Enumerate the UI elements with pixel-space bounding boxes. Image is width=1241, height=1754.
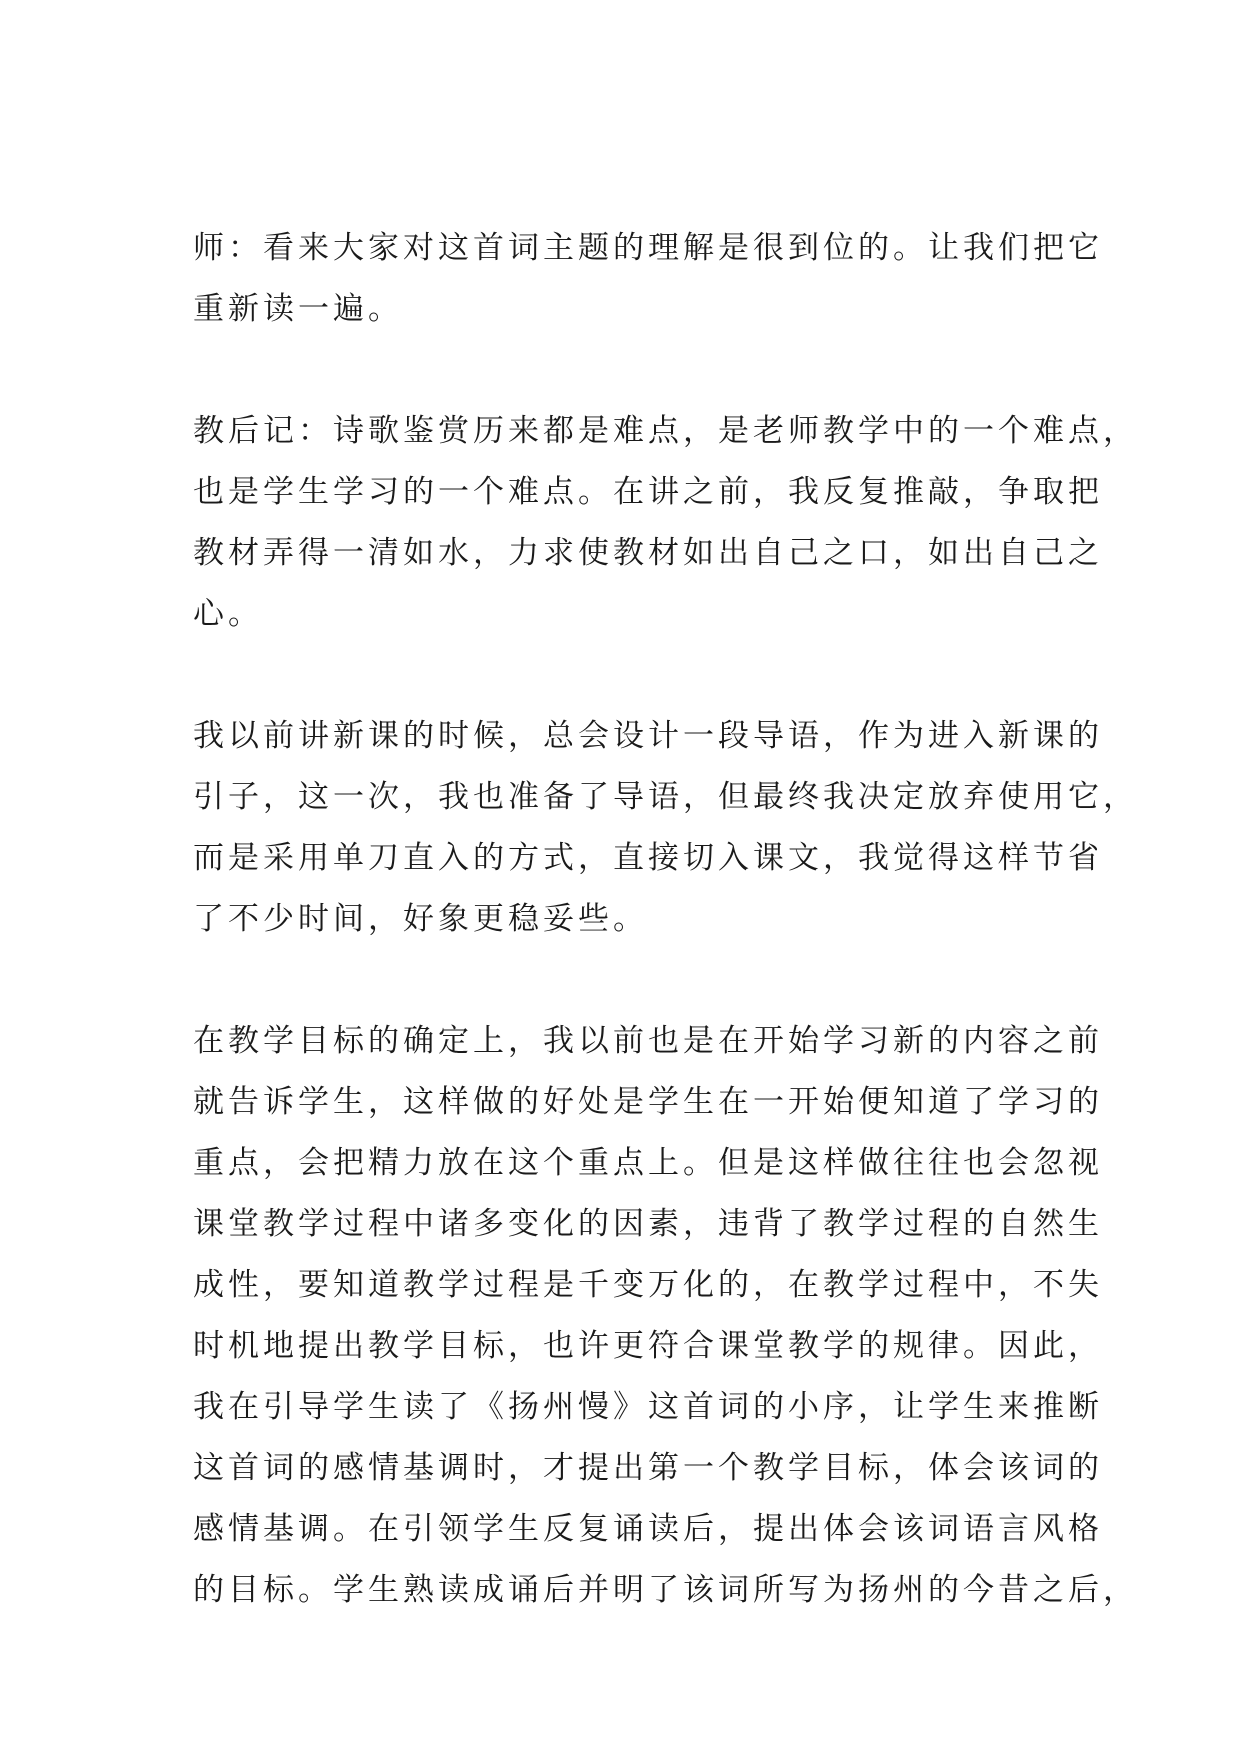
text-line: 教材弄得一清如水，力求使教材如出自己之口，如出自己之 bbox=[193, 535, 1103, 571]
text-line: 引子，这一次，我也准备了导语，但最终我决定放弃使用它， bbox=[193, 779, 1138, 815]
text-line: 心。 bbox=[193, 596, 263, 632]
text-line: 也是学生学习的一个难点。在讲之前，我反复推敲，争取把 bbox=[193, 474, 1103, 510]
text-line: 重点，会把精力放在这个重点上。但是这样做往往也会忽视 bbox=[193, 1145, 1103, 1181]
paragraph-teacher-remark bbox=[193, 218, 1103, 340]
document-body bbox=[193, 218, 1138, 1621]
paragraph-introduction bbox=[193, 706, 1138, 950]
text-line: 感情基调。在引领学生反复诵读后，提出体会该词语言风格 bbox=[193, 1511, 1103, 1547]
text-line: 的目标。学生熟读成诵后并明了该词所写为扬州的今昔之后， bbox=[193, 1572, 1138, 1608]
paragraph-teaching-goals bbox=[193, 1011, 1138, 1621]
text-line: 了不少时间，好象更稳妥些。 bbox=[193, 901, 648, 937]
text-line: 而是采用单刀直入的方式，直接切入课文，我觉得这样节省 bbox=[193, 840, 1103, 876]
text-line: 我在引导学生读了《扬州慢》这首词的小序，让学生来推断 bbox=[193, 1389, 1103, 1425]
text-line: 我以前讲新课的时候，总会设计一段导语，作为进入新课的 bbox=[193, 718, 1103, 754]
paragraph-spacer bbox=[193, 340, 1053, 401]
text-line: 课堂教学过程中诸多变化的因素，违背了教学过程的自然生 bbox=[193, 1206, 1103, 1242]
text-line: 教后记：诗歌鉴赏历来都是难点，是老师教学中的一个难点， bbox=[193, 413, 1138, 449]
text-line: 成性，要知道教学过程是千变万化的，在教学过程中，不失 bbox=[193, 1267, 1103, 1303]
text-line: 这首词的感情基调时，才提出第一个教学目标，体会该词的 bbox=[193, 1450, 1103, 1486]
paragraph-spacer bbox=[193, 950, 1053, 1011]
text-line: 重新读一遍。 bbox=[193, 291, 403, 327]
paragraph-spacer bbox=[193, 645, 1053, 706]
text-line: 时机地提出教学目标，也许更符合课堂教学的规律。因此， bbox=[193, 1328, 1103, 1364]
paragraph-postscript bbox=[193, 401, 1138, 645]
text-line: 在教学目标的确定上，我以前也是在开始学习新的内容之前 bbox=[193, 1023, 1103, 1059]
text-line: 就告诉学生，这样做的好处是学生在一开始便知道了学习的 bbox=[193, 1084, 1103, 1120]
text-line: 师：看来大家对这首词主题的理解是很到位的。让我们把它 bbox=[193, 230, 1103, 266]
